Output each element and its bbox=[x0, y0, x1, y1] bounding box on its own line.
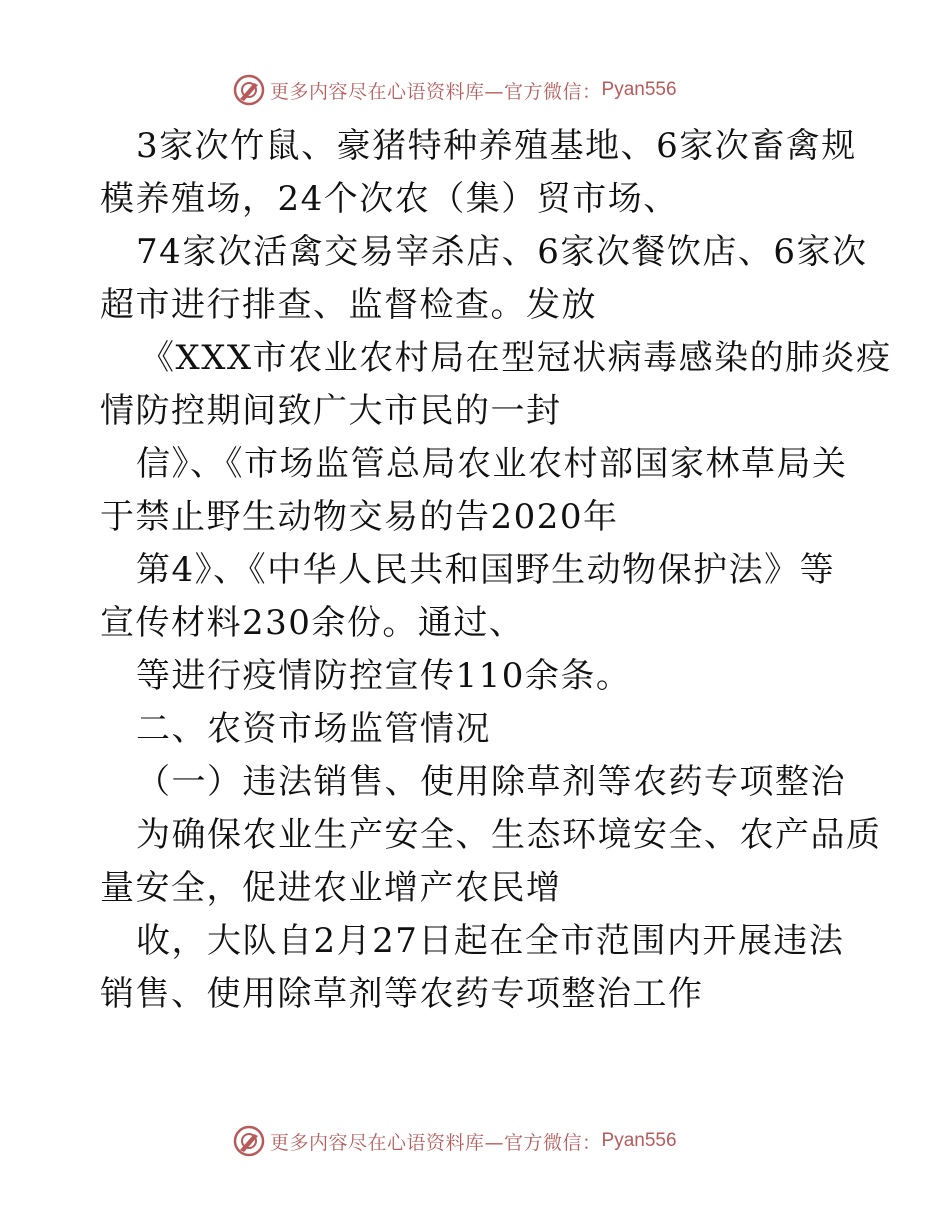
body-line: 3家次竹鼠、豪猪特种养殖基地、6家次畜禽规 bbox=[136, 126, 857, 166]
watermark-text: 更多内容尽在心语资料库—官方微信： bbox=[270, 1131, 602, 1154]
body-line: 收，大队自2月27日起在全市范围内开展违法 bbox=[136, 921, 845, 961]
body-line: 等进行疫情防控宣传110余条。 bbox=[136, 656, 632, 696]
body-line: 模养殖场，24个次农（集）贸市场、 bbox=[100, 179, 679, 219]
body-line: 情防控期间致广大市民的一封 bbox=[100, 391, 562, 431]
header-watermark bbox=[232, 72, 677, 108]
body-line: 74家次活禽交易宰杀店、6家次餐饮店、6家次 bbox=[136, 232, 868, 272]
body-line: 量安全，促进农业增产农民增 bbox=[100, 868, 562, 908]
document-body bbox=[100, 120, 892, 1021]
section-heading: 二、农资市场监管情况 bbox=[136, 709, 491, 749]
footer-watermark bbox=[232, 1123, 677, 1159]
body-line: 销售、使用除草剂等农药专项整治工作 bbox=[100, 974, 704, 1014]
watermark-text: 更多内容尽在心语资料库—官方微信： bbox=[270, 80, 602, 103]
body-line: 信》、《市场监管总局农业农村部国家林草局关 bbox=[136, 444, 848, 484]
body-line: 为确保农业生产安全、生态环境安全、农产品质 bbox=[136, 815, 882, 855]
logo-icon bbox=[232, 73, 266, 107]
body-line: 《XXX市农业农村局在型冠状病毒感染的肺炎疫 bbox=[140, 338, 892, 378]
body-line: 于禁止野生动物交易的告2020年 bbox=[100, 497, 619, 537]
subsection-heading: （一）违法销售、使用除草剂等农药专项整治 bbox=[136, 762, 846, 802]
watermark-id: Pyan556 bbox=[601, 1130, 677, 1151]
body-line: 第4》、《中华人民共和国野生动物保护法》等 bbox=[136, 550, 836, 590]
logo-icon bbox=[232, 1124, 266, 1158]
body-line: 宣传材料230余份。通过、 bbox=[100, 603, 525, 643]
watermark-id: Pyan556 bbox=[601, 79, 677, 100]
body-line: 超市进行排查、监督检查。发放 bbox=[100, 285, 597, 325]
